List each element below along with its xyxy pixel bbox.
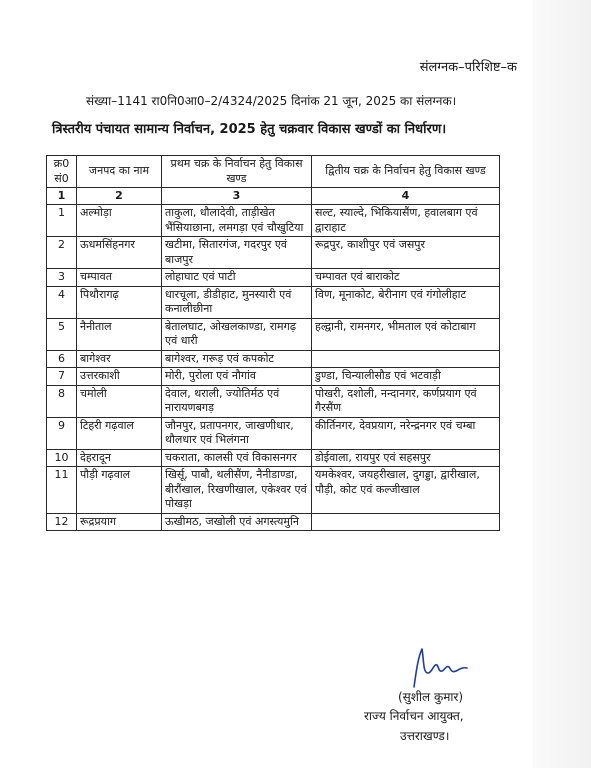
- row-district: देहरादून: [77, 449, 162, 467]
- row-sno: 6: [47, 350, 77, 368]
- table-row: [47, 368, 500, 386]
- row-phase2: [312, 513, 500, 531]
- row-phase1: चकराता, कालसी एवं विकासनगर: [162, 449, 312, 467]
- column-number-row: [47, 188, 500, 205]
- row-phase2: विण, मूनाकोट, बेरीनाग एवं गंगोलीहाट: [312, 286, 500, 318]
- annexure-label: संलग्नक–परिशिष्ट–क: [419, 60, 517, 75]
- row-phase2: पोखरी, दशोली, नन्दानगर, कर्णप्रयाग एवं गैरसैंण: [312, 385, 500, 417]
- row-district: नैनीताल: [77, 318, 162, 350]
- table-row: [47, 269, 500, 287]
- table-row: [47, 449, 500, 467]
- row-phase2: रूद्रपुर, काशीपुर एवं जसपुर: [312, 237, 500, 269]
- row-sno: 7: [47, 368, 77, 386]
- row-phase2: चम्पावत एवं बाराकोट: [312, 269, 500, 287]
- row-phase1: खिर्सू, पाबौ, थलीसैंण, नैनीडाण्डा, बीरौंखाल, रिखणीखाल, एकेश्वर एवं पोखड़ा: [162, 467, 312, 514]
- table-row: [47, 318, 500, 350]
- page-right-edge: [533, 0, 591, 768]
- signatory-place: उत्तराखण्ड।: [400, 729, 450, 743]
- row-district: चमोली: [77, 385, 162, 417]
- column-number: 2: [77, 188, 162, 205]
- reference-line: संख्या–1141 रा0नि0आ0–2/4324/2025 दिनांक 21 जून, 2025 का संलग्नक।: [86, 94, 457, 108]
- column-number: 3: [162, 188, 312, 205]
- header-phase1: प्रथम चक्र के निर्वाचन हेतु विकास खण्ड: [162, 156, 312, 188]
- row-phase2: सल्ट, स्याल्दे, भिकियासैंण, हवालबाग एवं द्वाराहाट: [312, 205, 500, 237]
- row-sno: 4: [47, 286, 77, 318]
- row-sno: 1: [47, 205, 77, 237]
- table-row: [47, 417, 500, 449]
- signatory-designation: राज्य निर्वाचन आयुक्त,: [364, 709, 464, 723]
- row-district: पौड़ी गढ़वाल: [77, 467, 162, 514]
- row-district: टिहरी गढ़वाल: [77, 417, 162, 449]
- header-sno: क्र0 सं0: [47, 156, 77, 188]
- row-phase2: यमकेश्वर, जयहरीखाल, दुगड्डा, द्वारीखाल, पौड़ी, कोट एवं कल्जीखाल: [312, 467, 500, 514]
- row-phase2: हल्द्वानी, रामनगर, भीमताल एवं कोटाबाग: [312, 318, 500, 350]
- table-header-row: [47, 156, 500, 188]
- table-row: [47, 513, 500, 531]
- row-sno: 10: [47, 449, 77, 467]
- row-district: ऊधमसिंहनगर: [77, 237, 162, 269]
- row-district: रूद्रप्रयाग: [77, 513, 162, 531]
- signatory-name: (सुशील कुमार): [398, 690, 464, 704]
- table-row: [47, 350, 500, 368]
- row-district: उत्तरकाशी: [77, 368, 162, 386]
- row-sno: 3: [47, 269, 77, 287]
- row-sno: 9: [47, 417, 77, 449]
- row-sno: 2: [47, 237, 77, 269]
- row-district: चम्पावत: [77, 269, 162, 287]
- row-phase2: [312, 350, 500, 368]
- block-allocation-table: [46, 155, 500, 531]
- table-row: [47, 467, 500, 514]
- row-district: अल्मोड़ा: [77, 205, 162, 237]
- row-sno: 8: [47, 385, 77, 417]
- header-phase2: द्वितीय चक्र के निर्वाचन हेतु विकास खण्ड: [312, 156, 500, 188]
- table-row: [47, 385, 500, 417]
- table-row: [47, 205, 500, 237]
- row-phase2: डुण्डा, चिन्यालीसौड एवं भटवाड़ी: [312, 368, 500, 386]
- row-phase1: खटीमा, सितारगंज, गदरपुर एवं बाजपुर: [162, 237, 312, 269]
- table-row: [47, 286, 500, 318]
- column-number: 4: [312, 188, 500, 205]
- row-phase1: लोहाघाट एवं पाटी: [162, 269, 312, 287]
- row-phase1: बागेश्वर, गरूड़ एवं कपकोट: [162, 350, 312, 368]
- table-row: [47, 237, 500, 269]
- row-phase1: मोरी, पुरोला एवं नौगांव: [162, 368, 312, 386]
- row-phase2: डोईवाला, रायपुर एवं सहसपुर: [312, 449, 500, 467]
- column-number: 1: [47, 188, 77, 205]
- header-district: जनपद का नाम: [77, 156, 162, 188]
- row-phase1: बेतालघाट, ओखलकाण्डा, रामगढ़ एवं धारी: [162, 318, 312, 350]
- row-phase1: जौनपुर, प्रतापनगर, जाखणीधार, थौलधार एवं भिलंगना: [162, 417, 312, 449]
- row-phase1: ताकुला, धौलादेवी, ताड़ीखेत भैंसियाछाना, लमगड़ा एवं चौखुटिया: [162, 205, 312, 237]
- row-phase1: धारचूला, डीडीहाट, मुनस्यारी एवं कनालीछीना: [162, 286, 312, 318]
- row-sno: 5: [47, 318, 77, 350]
- row-sno: 12: [47, 513, 77, 531]
- row-sno: 11: [47, 467, 77, 514]
- document-heading: त्रिस्तरीय पंचायत सामान्य निर्वाचन, 2025 हेतु चक्रवार विकास खण्डों का निर्धारण।: [52, 122, 447, 137]
- row-district: बागेश्वर: [77, 350, 162, 368]
- row-district: पिथौरागढ़: [77, 286, 162, 318]
- row-phase2: कीर्तिनगर, देवप्रयाग, नरेन्द्रनगर एवं चम्बा: [312, 417, 500, 449]
- row-phase1: ऊखीमठ, जखोली एवं अगस्त्यमुनि: [162, 513, 312, 531]
- row-phase1: देवाल, थराली, ज्योतिर्मठ एवं नारायणबगड़: [162, 385, 312, 417]
- signature-ink: [404, 643, 474, 691]
